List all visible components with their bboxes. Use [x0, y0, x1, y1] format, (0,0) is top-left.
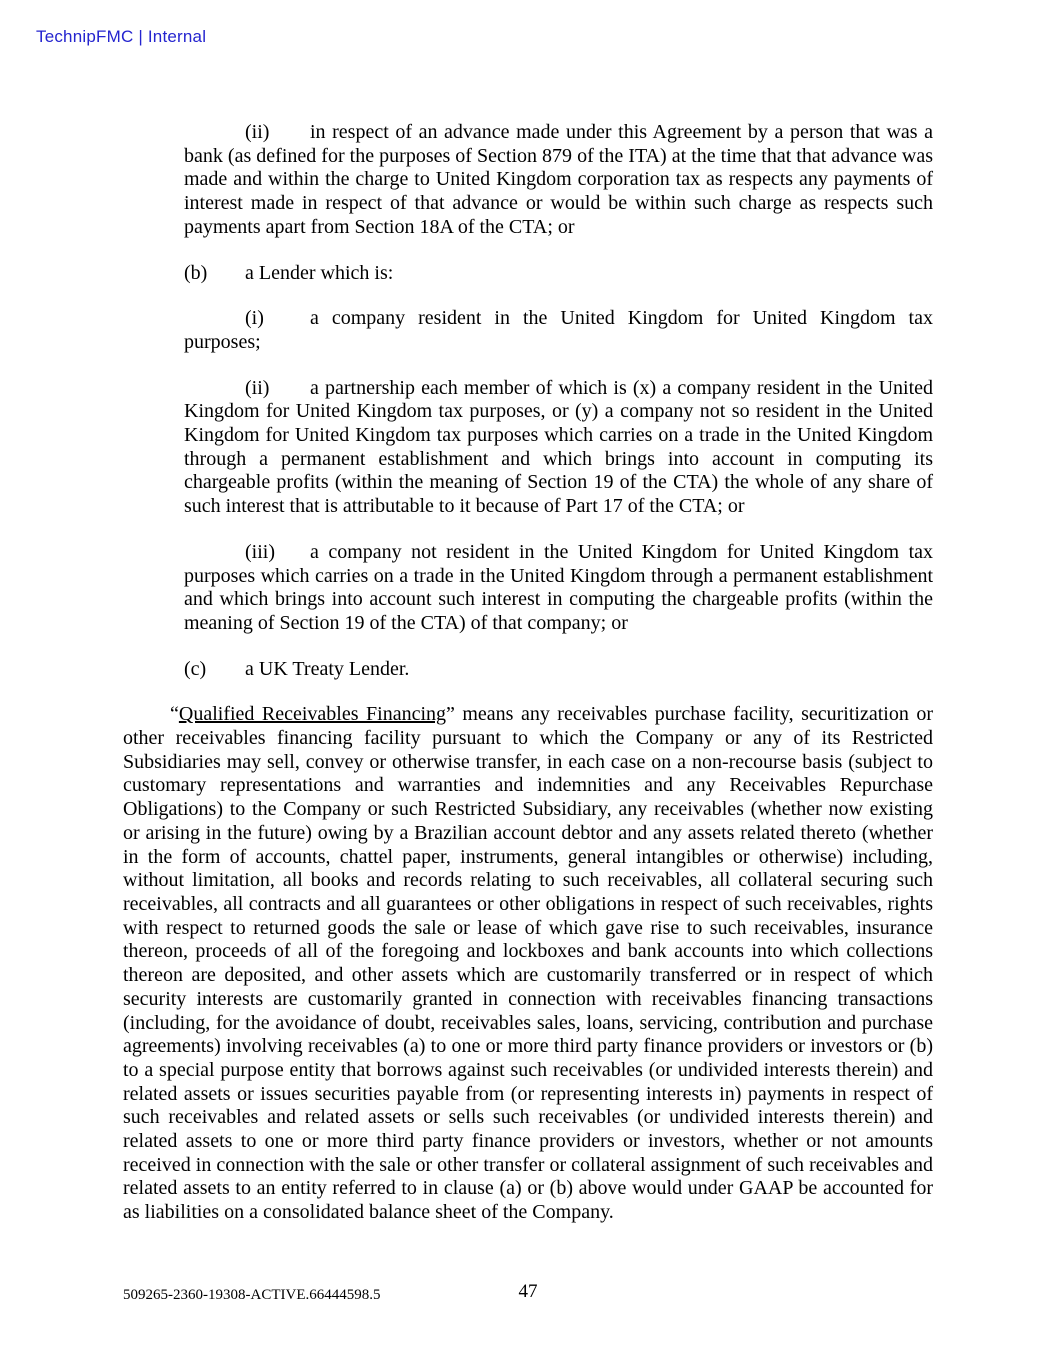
page-number: 47 — [518, 1281, 538, 1302]
clause-text: a company not resident in the United Kingdom for United Kingdom tax purposes which carries on a trade in the United Kingdom through a permanent establishment and which brings into account such interest in computing the chargeable profits (within the meaning of Section 19 of the CTA) of that company; or — [184, 540, 933, 634]
definition-text: ” means any receivables purchase facility, securitization or other receivables financing facility pursuant to which the Company or any of its Restricted Subsidiaries may sell, convey or otherwise transfer, in each case on a non-recourse basis (subject to customary representations and warranties and indemnities and any Receivables Repurchase Obligations) to the Company or such Restricted Subsidiary, any receivables (whether now existing or arising in the future) owing by a Brazilian account debtor and any assets related thereto (whether in the form of accounts, chattel paper, instruments, general intangibles or otherwise) including, without limitation, all books and records relating to such receivables, all collateral securing such receivables, all contracts and all guarantees or other obligations in respect of such receivables, rights with respect to returned goods the sale or lease of which gave rise to such receivables, insurance thereon, proceeds of all of the foregoing and lockboxes and bank accounts into which collections thereon are deposited, and other assets which are customarily transferred or in respect of which security interests are customarily granted in connection with receivables financing transactions (including, for the avoidance of doubt, receivables sales, loans, servicing, contribution and purchase agreements) involving receivables (a) to one or more third party finance providers or investors or (b) to a special purpose entity that borrows against such receivables (or undivided interests therein) and related assets or issues securities payable from (or representing interests in) payments in respect of such receivables and related assets or sells such receivables (or undivided interests therein) and related assets to one or more third party finance providers or investors, whether or not amounts received in connection with the sale or other transfer or collateral assignment of such receivables and related assets to an entity referred to in clause (a) or (b) above would under GAAP be accounted for as liabilities on a consolidated balance sheet of the Company. — [123, 703, 933, 1224]
clause-text: a Lender which is: — [245, 261, 394, 284]
clause-number: (b) — [184, 261, 208, 284]
clause-i-uk-resident-company — [184, 307, 933, 354]
clause-text: a partnership each member of which is (x) a company resident in the United Kingdom for United Kingdom tax purposes, or (y) a company not so resident in the United Kingdom for United Kingdom tax purposes which carries on a trade in the United Kingdom through a permanent establishment and which brings into account in computing its chargeable profits (within the meaning of Section 19 of the CTA) the whole of any share of such interest that is attributable to it because of Part 17 of the CTA; or — [184, 376, 933, 518]
classification-label: TechnipFMC | Internal — [36, 27, 207, 46]
clause-ii-partnership — [184, 377, 933, 519]
clause-text: a UK Treaty Lender. — [245, 657, 410, 680]
classification-header — [36, 27, 206, 47]
open-quote: “ — [170, 703, 179, 726]
clause-text: in respect of an advance made under this Agreement by a person that was a bank (as defined for the purposes of Section 879 of the ITA) at the time that that advance was made and within the charge to United Kingdom corporation tax as respects any payments of interest made in respect of that advance or would be within such charge as respects such payments apart from Section 18A of the CTA; or — [184, 121, 933, 238]
clause-number: (i) — [245, 307, 264, 330]
clause-number: (ii) — [245, 376, 270, 399]
document-id: 509265-2360-19308-ACTIVE.66444598.5 — [123, 1287, 381, 1303]
page-footer — [123, 1281, 933, 1311]
definition-qualified-receivables-financing — [123, 703, 933, 1224]
document-body — [123, 121, 933, 1247]
clause-text: a company resident in the United Kingdom for United Kingdom tax purposes; — [184, 307, 933, 353]
clause-b-lender — [184, 262, 933, 286]
clause-iii-non-resident-company — [184, 541, 933, 636]
clause-number: (ii) — [245, 121, 270, 143]
clause-number: (iii) — [245, 540, 275, 563]
clause-ii-bank-advance — [184, 121, 933, 240]
defined-term: Qualified Receivables Financing — [178, 703, 446, 726]
clause-number: (c) — [184, 657, 207, 680]
clause-c-uk-treaty-lender — [184, 658, 933, 682]
